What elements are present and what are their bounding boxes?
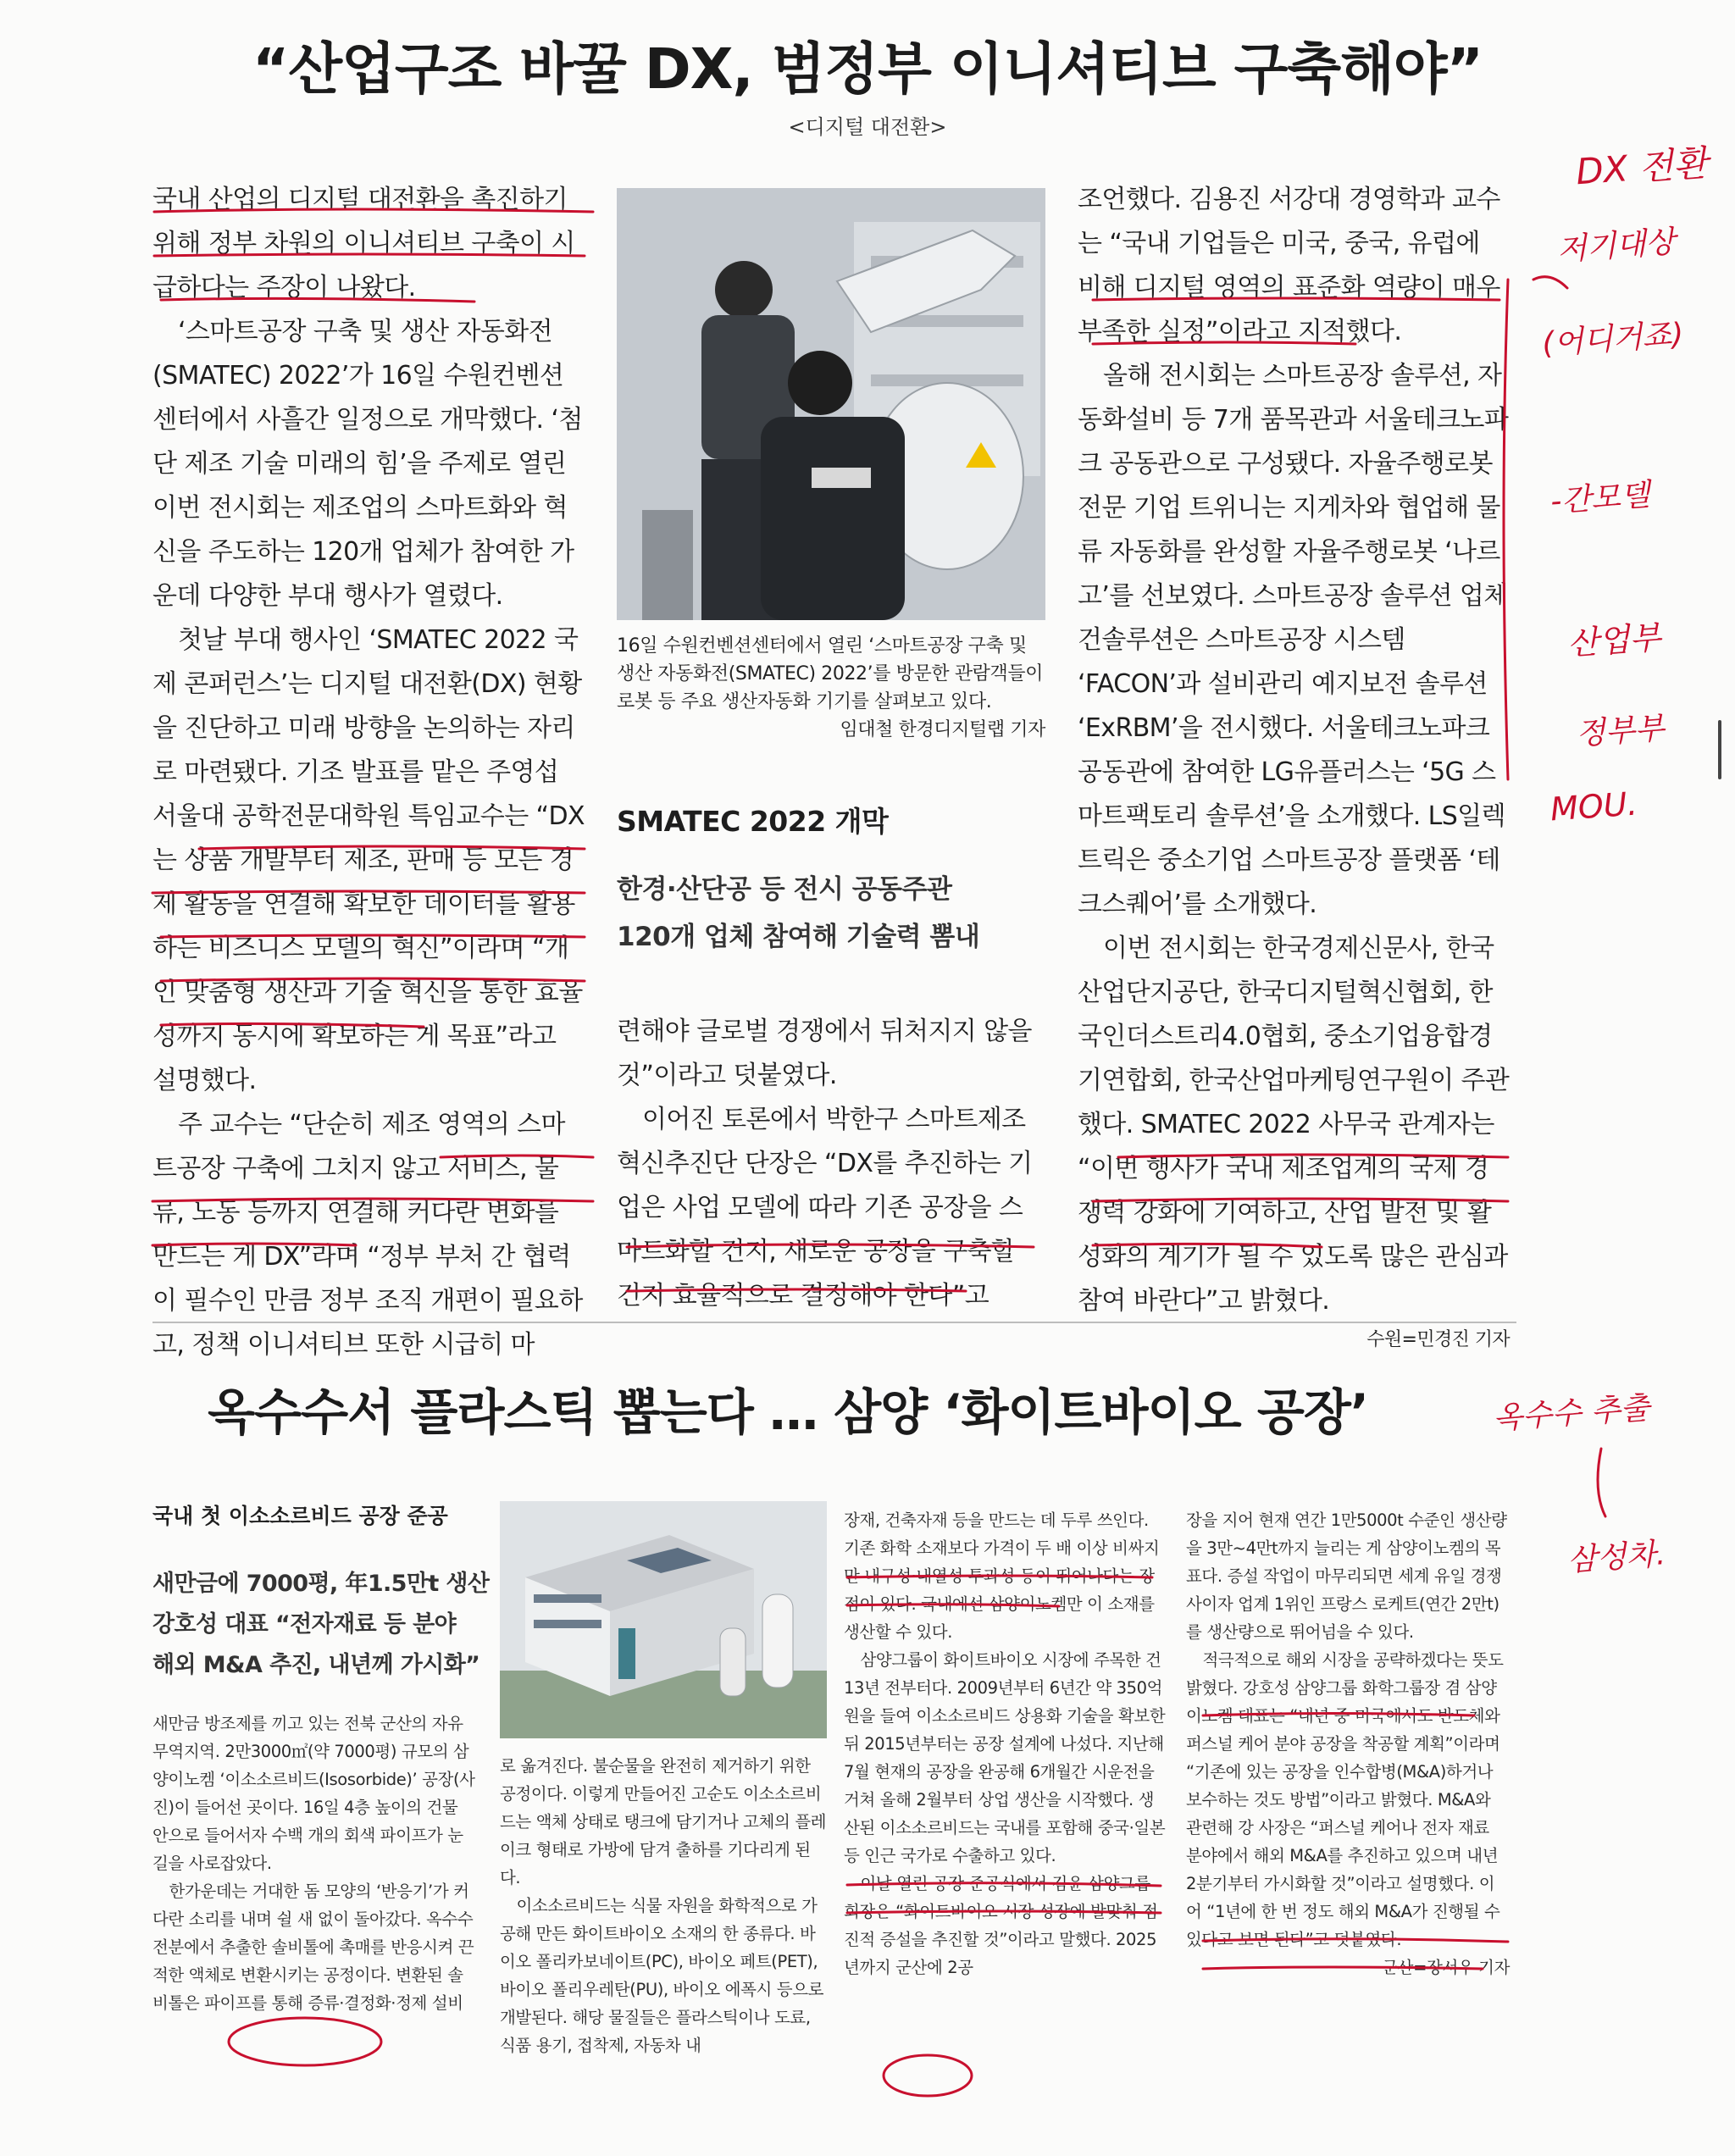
paragraph: 이번 전시회는 한국경제신문사, 한국산업단지공단, 한국디지털혁신협회, 한국인더스트리4.0협회, 중소기업융합경기연합회, 한국산업마케팅연구원이 주관했다. SMATEC 2022 사무국 관계자는 “이번 행사가 국내 제조업계의 국제 경쟁력 강화에 기여하고, 산업 발전 및 활성화의 계기가 될 수 있도록 많은 관심과 참여 바란다”고 밝혔다. xyxy=(1078,934,1510,1316)
paragraph: 이어진 토론에서 박한구 스마트제조혁신추진단 단장은 “DX를 추진하는 기업은 사업 모델에 따라 기존 공장을 스마트화할 건지, 새로운 공장을 구축할 건지 효율적으로 결정해야 한다”고 xyxy=(617,1105,1033,1311)
annotation-note: 저기대상 xyxy=(1555,224,1677,268)
paragraph: 한가운데는 거대한 돔 모양의 ‘반응기’가 커다란 소리를 내며 쉴 새 없이 돌아갔다. 옥수수 전분에서 추출한 솔비톨에 촉매를 반응시켜 끈적한 액체로 변환시키는 공정이다. 변환된 솔비톨은 파이프를 통해 증류·결정화·정제 설비 xyxy=(152,1882,474,2013)
paragraph: 로 옮겨진다. 불순물을 완전히 제거하기 위한 공정이다. 이렇게 만들어진 고순도 이소소르비드는 액체 상태로 탱크에 담기거나 고체의 플레이크 형태로 가방에 담겨 출하를 기다리게 된다. xyxy=(500,1756,827,1887)
scrollbar-thumb[interactable] xyxy=(1718,720,1721,779)
article2-headline: 옥수수서 플라스틱 뽑는다 … 삼양 ‘화이트바이오 공장’ xyxy=(208,1383,1368,1441)
annotation-note: -간모델 xyxy=(1549,477,1651,520)
deck-line: 한경·산단공 등 전시 공동주관 xyxy=(617,874,952,905)
sidebar-subtitle: SMATEC 2022 개막 xyxy=(617,805,889,838)
annotation-note: DX 전환 xyxy=(1574,141,1710,193)
robot-exhibit-illustration xyxy=(617,188,1045,620)
paragraph: 첫날 부대 행사인 ‘SMATEC 2022 국제 콘퍼런스’는 디지털 대전환(DX) 현황을 진단하고 미래 방향을 논의하는 자리로 마련됐다. 기조 발표를 맡은 주영섭 서울대 공학전문대학원 특임교수는 “DX는 상품 개발부터 제조, 판매 등 모든 경제 활동을 연결해 확보한 데이터를 활용하는 비즈니스 모델의 혁신”이라며 “개인 맞춤형 생산과 기술 혁신을 통한 효율성까지 동시에 확보하는 게 목표”라고 설명했다. xyxy=(152,625,585,1095)
article1-headline: “산업구조 바꿀 DX, 범정부 이니셔티브 구축해야” xyxy=(252,36,1483,102)
paragraph: 올해 전시회는 스마트공장 솔루션, 자동화설비 등 7개 품목관과 서울테크노파크 공동관으로 구성됐다. 자율주행로봇 전문 기업 트위니는 지게차와 협업해 물류 자동화를 완성할 자율주행로봇 ‘나르고’를 선보였다. 스마트공장 솔루션 업체 건솔루션은 스마트공장 시스템 ‘FACON’과 설비관리 예지보전 솔루션 ‘ExRBM’을 전시했다. 서울테크노파크 공동관에 참여한 LG유플러스는 ‘5G 스마트팩토리 솔루션’을 소개했다. LS일렉트릭은 중소기업 스마트공장 플랫폼 ‘테크스퀘어’를 소개했다. xyxy=(1078,361,1509,919)
article2-column-3 xyxy=(844,1506,1167,1981)
annotation-note: 옥수수 추출 xyxy=(1492,1390,1651,1437)
annotation-note: 삼성차. xyxy=(1566,1537,1667,1578)
article1-byline: 수원=민경진 기자 xyxy=(1366,1329,1510,1350)
section-divider xyxy=(152,1322,1516,1323)
annotation-note: MOU. xyxy=(1549,784,1639,829)
caption-text: 16일 수원컨벤션센터에서 열린 ‘스마트공장 구축 및 생산 자동화전(SMATEC) 2022’를 방문한 관람객들이 로봇 등 주요 생산자동화 기기를 살펴보고 있다. xyxy=(617,635,1044,712)
deck-line: 새만금에 7000평, 年1.5만t 생산 xyxy=(152,1571,490,1597)
annotation-note: (어디거죠) xyxy=(1540,317,1685,362)
paragraph: 적극적으로 해외 시장을 공략하겠다는 뜻도 밝혔다. 강호성 삼양그룹 화학그룹장 겸 삼양이노켐 대표는 “내년 중 미국에서도 반도체와 퍼스널 케어 분야 공장을 착공할 계획”이라며 “기존에 있는 공장을 인수합병(M&A)하거나 보수하는 것도 방법”이라고 밝혔다. M&A와 관련해 강 사장은 “퍼스널 케어나 전자 재료 분야에서 해외 M&A를 추진하고 있으며 내년 2분기부터 가시화할 것”이라고 설명했다. 이어 “1년에 한 번 정도 해외 M&A가 진행될 수 있다고 보면 된다”고 덧붙였다. xyxy=(1186,1650,1504,1949)
annotation-note: 정부부 xyxy=(1574,711,1666,752)
paragraph: 주 교수는 “단순히 제조 영역의 스마트공장 구축에 그치지 않고 서비스, 물류, 노동 등까지 연결해 커다란 변화를 만드는 게 DX”라며 “정부 부처 간 협력이 필수인 만큼 정부 조직 개편이 필요하고, 정책 이니셔티브 또한 시급히 마 xyxy=(152,1110,583,1360)
paragraph: 삼양그룹이 화이트바이오 시장에 주목한 건 13년 전부터다. 2009년부터 6년간 약 350억원을 들여 이소소르비드 상용화 기술을 확보한 뒤 2015년부터는 공장 설계에 나섰다. 지난해 7월 현재의 공장을 완공해 6개월간 시운전을 거쳐 올해 2월부터 상업 생산을 시작했다. 생산된 이소소르비드는 국내를 포함해 중국·일본 등 인근 국가로 수출하고 있다. xyxy=(844,1650,1166,1865)
article1-column-3 xyxy=(1078,178,1510,1357)
article2-column-4 xyxy=(1186,1506,1510,1981)
annotation-note: 산업부 xyxy=(1566,618,1662,662)
paragraph: 국내 산업의 디지털 대전환을 촉진하기 위해 정부 차원의 이니셔티브 구축이 시급하다는 주장이 나왔다. xyxy=(152,185,575,302)
deck-line: 강호성 대표 “전자재료 등 분야 xyxy=(152,1611,457,1638)
paragraph: 새만금 방조제를 끼고 있는 전북 군산의 자유무역지역. 2만3000㎡(약 7000평) 규모의 삼양이노켐 ‘이소소르비드(Isosorbide)’ 공장(사진)이 들어선 곳이다. 16일 4층 높이의 건물 안으로 들어서자 수백 개의 회색 파이프가 눈길을 사로잡았다. xyxy=(152,1714,475,1873)
article1-column-2 xyxy=(617,1010,1045,1318)
photo-caption xyxy=(617,632,1045,744)
factory-aerial-illustration xyxy=(500,1501,827,1738)
paragraph: ‘스마트공장 구축 및 생산 자동화전(SMATEC) 2022’가 16일 수원컨벤션센터에서 사흘간 일정으로 개막했다. ‘첨단 제조 기술 미래의 힘’을 주제로 열린 이번 전시회는 제조업의 스마트화와 혁신을 주도하는 120개 업체가 참여한 가운데 다양한 부대 행사가 열렸다. xyxy=(152,317,583,611)
article2-column-1 xyxy=(152,1710,476,2017)
paragraph: 이날 열린 공장 준공식에서 김윤 삼양그룹 회장은 “화이트바이오 시장 성장에 발맞춰 점진적 증설을 추진할 것”이라고 말했다. 2025년까지 군산에 2공 xyxy=(844,1874,1158,1977)
article2-deck xyxy=(152,1499,500,1686)
article1-kicker: <디지털 대전환> xyxy=(788,115,947,139)
paragraph: 련해야 글로벌 경쟁에서 뒤처지지 않을 것”이라고 덧붙였다. xyxy=(617,1017,1032,1090)
paragraph: 장재, 건축자재 등을 만드는 데 두루 쓰인다. 기존 화학 소재보다 가격이 두 배 이상 비싸지만 내구성·내열성·투과성 등이 뛰어나다는 장점이 있다. 국내에선 삼양이노켐만 이 소재를 생산할 수 있다. xyxy=(844,1510,1160,1642)
paragraph: 조언했다. 김용진 서강대 경영학과 교수는 “국내 기업들은 미국, 중국, 유럽에 비해 디지털 영역의 표준화 역량이 매우 부족한 실정”이라고 지적했다. xyxy=(1078,185,1500,346)
article2-byline: 군산=장서우 기자 xyxy=(1382,1958,1510,1977)
factory-photo xyxy=(500,1501,827,1738)
smatec-photo xyxy=(617,188,1045,620)
paragraph: 장을 지어 현재 연간 1만5000t 수준인 생산량을 3만~4만t까지 늘리는 게 삼양이노켐의 목표다. 증설 작업이 마무리되면 세계 유일 경쟁사이자 업계 1위인 프랑스 로케트(연간 2만t)를 생산량으로 뛰어넘을 수 있다. xyxy=(1186,1510,1507,1642)
deck-line: 해외 M&A 추진, 내년께 가시화” xyxy=(152,1652,480,1678)
deck-line: 120개 업체 참여해 기술력 뽐내 xyxy=(617,922,980,952)
sidebar-deck xyxy=(617,866,1045,961)
photo-credit: 임대철 한경디지털랩 기자 xyxy=(840,719,1045,740)
paragraph: 이소소르비드는 식물 자원을 화학적으로 가공해 만든 화이트바이오 소재의 한 종류다. 바이오 폴리카보네이트(PC), 바이오 페트(PET), 바이오 폴리우레탄(PU), 바이오 에폭시 등으로 개발된다. 해당 물질들은 플라스틱이나 도료, 식품 용기, 접착제, 자동차 내 xyxy=(500,1896,824,2055)
article2-column-2 xyxy=(500,1752,827,2059)
article1-column-1 xyxy=(152,178,585,1367)
deck-title: 국내 첫 이소소르비드 공장 준공 xyxy=(152,1504,448,1528)
